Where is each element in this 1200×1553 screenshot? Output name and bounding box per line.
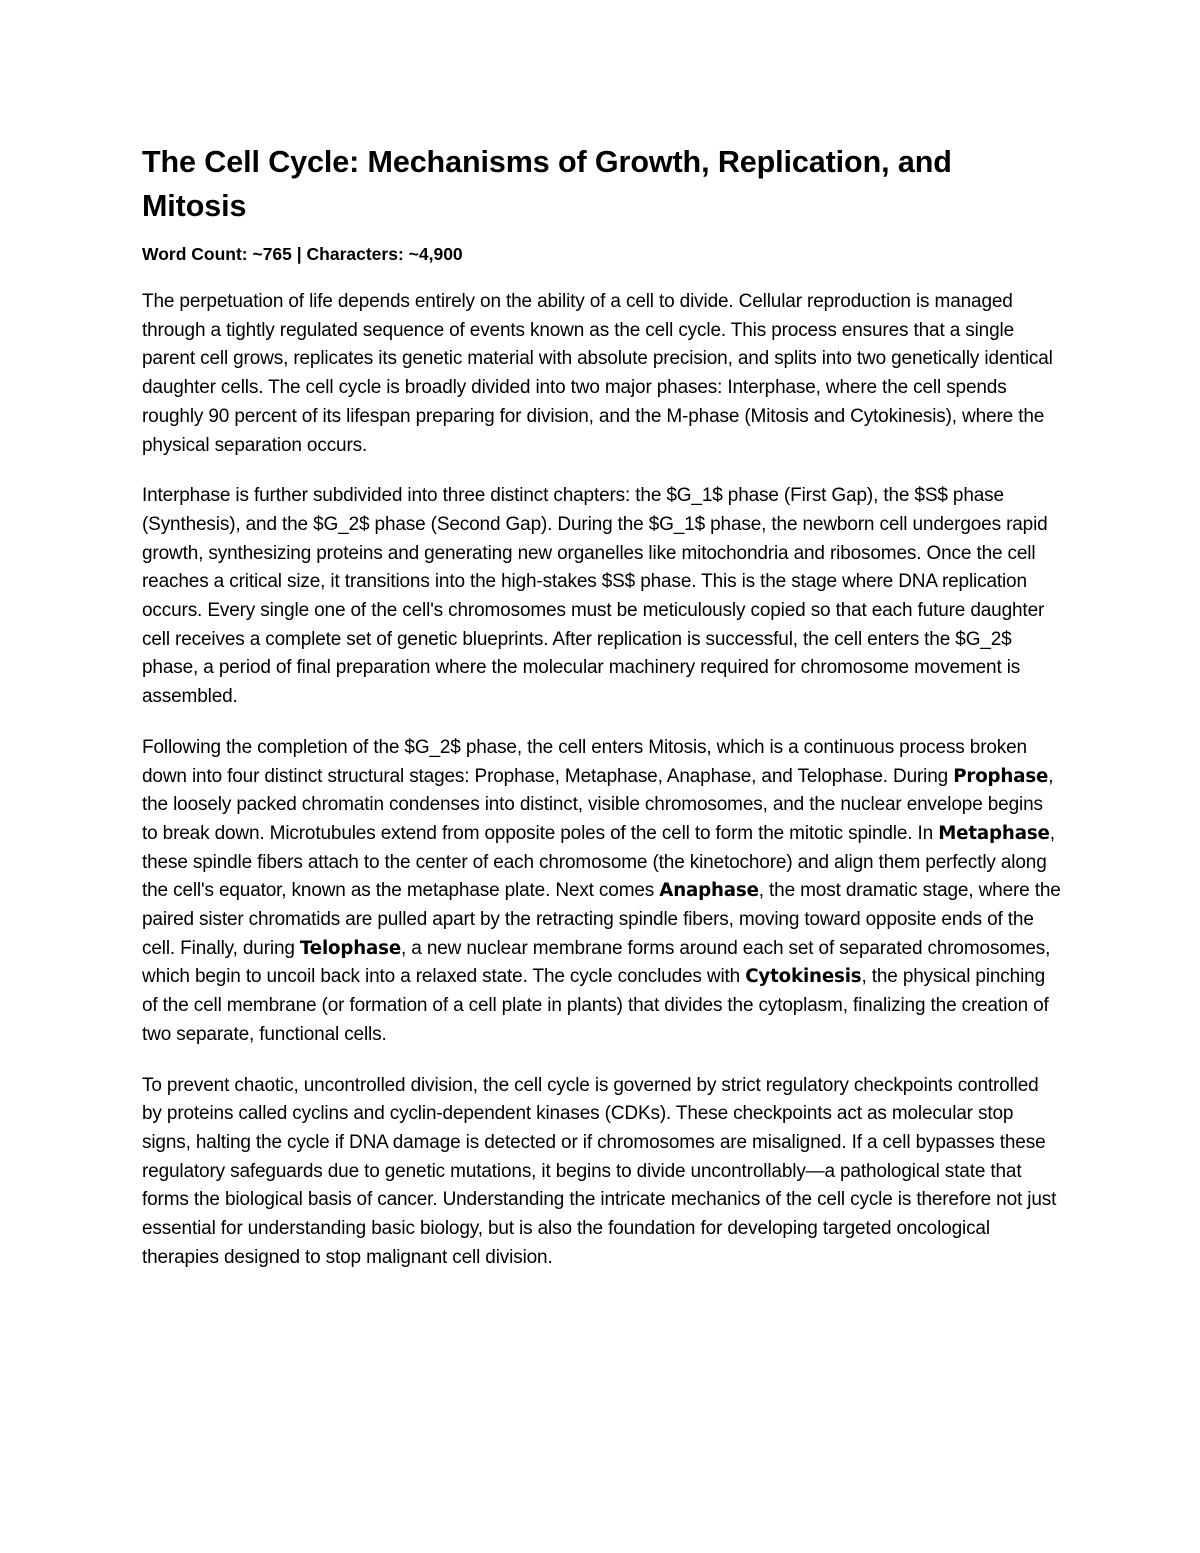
paragraph-mitosis: [142, 734, 1062, 1050]
paragraph-checkpoints: To prevent chaotic, uncontrolled division, the cell cycle is governed by strict regulatory checkpoints controlled by proteins called cyclins and cyclin-dependent kinases (CDKs). These checkpoints act as molecular stop signs, halting the cycle if DNA damage is detected or if chromosomes are misaligned. If a cell bypasses these regulatory safeguards due to genetic mutations, it begins to divide uncontrollably—a pathological state that forms the biological basis of cancer. Understanding the intricate mechanics of the cell cycle is therefore not just essential for understanding basic biology, but is also the foundation for developing targeted oncological therapies designed to stop malignant cell division.: [142, 1074, 1057, 1268]
paragraph-interphase: Interphase is further subdivided into three distinct chapters: the $G_1$ phase (First Gap), the $S$ phase (Synthesis), and the $G_2$ phase (Second Gap). During the $G_1$ phase, the newborn cell undergoes rapid growth, synthesizing proteins and generating new organelles like mitochondria and ribosomes. Once the cell reaches a critical size, it transitions into the high-stakes $S$ phase. This is the stage where DNA replication occurs. Every single one of the cell's chromosomes must be meticulously copied so that each future daughter cell receives a complete set of genetic blueprints. After replication is successful, the cell enters the $G_2$ phase, a period of final preparation where the molecular machinery required for chromosome movement is assembled.: [142, 485, 1048, 708]
word-count-line: Word Count: ~765 | Characters: ~4,900: [142, 244, 463, 264]
mitosis-text-6: , the physical pinching of the cell membrane (or formation of a cell plate in plants) that divides the cytoplasm, finalizing the creation of two separate, functional cells.: [142, 966, 1049, 1045]
mitosis-text-3: , these spindle fibers attach to the center of each chromosome (the kinetochore) and align them perfectly along the cell's equator, known as the metaphase plate. Next comes: [142, 822, 1055, 902]
mitosis-text-4: , the most dramatic stage, where the paired sister chromatids are pulled apart by the retracting spindle fibers, moving toward opposite ends of the cell. Finally, during: [142, 880, 1061, 959]
document-title: The Cell Cycle: Mechanisms of Growth, Replication, and Mitosis: [142, 145, 952, 223]
term-cytokinesis: Cytokinesis: [745, 966, 862, 988]
document-body: [142, 140, 1062, 1273]
term-metaphase: Metaphase: [938, 822, 1050, 844]
mitosis-text-1: Following the completion of the $G_2$ phase, the cell enters Mitosis, which is a continuous process broken down into four distinct structural stages: Prophase, Metaphase, Anaphase, and Telophase. During: [142, 736, 1027, 787]
term-anaphase: Anaphase: [659, 880, 759, 902]
term-prophase: Prophase: [953, 765, 1049, 787]
paragraph-intro: The perpetuation of life depends entirely on the ability of a cell to divide. Cellular reproduction is managed through a tightly regulated sequence of events known as the cell cycle. This process ensures that a single parent cell grows, replicates its genetic material with absolute precision, and splits into two genetically identical daughter cells. The cell cycle is broadly divided into two major phases: Interphase, where the cell spends roughly 90 percent of its lifespan preparing for division, and the M-phase (Mitosis and Cytokinesis), where the physical separation occurs.: [142, 291, 1053, 456]
term-telophase: Telophase: [299, 937, 402, 959]
mitosis-text-5: , a new nuclear membrane forms around each set of separated chromosomes, which begin to uncoil back into a relaxed state. The cycle concludes with: [142, 937, 1051, 988]
mitosis-text-2: , the loosely packed chromatin condenses into distinct, visible chromosomes, and the nuclear envelope begins to break down. Microtubules extend from opposite poles of the cell to form the mitotic spindle. In: [142, 765, 1054, 844]
